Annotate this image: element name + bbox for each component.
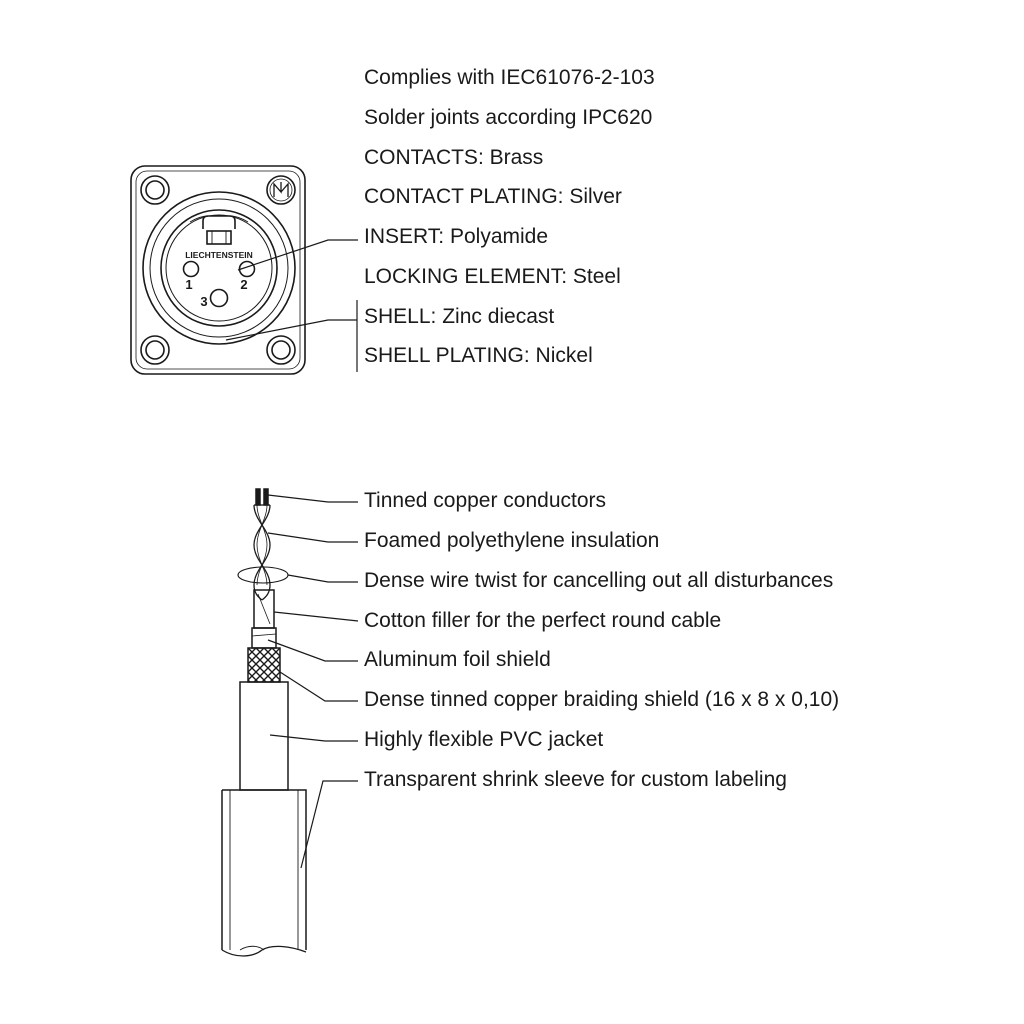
mounting-hole-bottom-left — [141, 336, 169, 364]
spec-shell: SHELL: Zinc diecast — [364, 305, 555, 328]
pin-label-3: 3 — [200, 294, 208, 309]
pin-label-1: 1 — [185, 277, 193, 292]
spec-compliance: Complies with IEC61076-2-103 — [364, 66, 655, 89]
spec-locking-element: LOCKING ELEMENT: Steel — [364, 265, 621, 288]
connector-insert — [161, 210, 277, 326]
shrink-sleeve — [222, 790, 306, 956]
nl-logo-icon — [267, 176, 295, 204]
twist-indicator-loop — [238, 567, 288, 583]
spec-shell-plating: SHELL PLATING: Nickel — [364, 344, 593, 367]
braided-shield — [248, 648, 280, 682]
layer-conductors: Tinned copper conductors — [364, 489, 607, 512]
tinned-copper-conductors — [256, 489, 268, 505]
spec-solder-joints: Solder joints according IPC620 — [364, 106, 653, 129]
mounting-hole-top-left — [141, 176, 169, 204]
layer-shrink-sleeve: Transparent shrink sleeve for custom labeling — [364, 768, 787, 791]
spec-insert: INSERT: Polyamide — [364, 225, 549, 248]
spec-contacts: CONTACTS: Brass — [364, 146, 544, 169]
spec-contact-plating: CONTACT PLATING: Silver — [364, 185, 622, 208]
layer-braiding-shield: Dense tinned copper braiding shield (16 x 8 x 0,10) — [364, 688, 840, 711]
connector-flange — [131, 166, 305, 374]
aluminum-foil-shield — [252, 628, 276, 648]
brand-marking: LIECHTENSTEIN — [185, 250, 253, 260]
layer-wire-twist: Dense wire twist for cancelling out all disturbances — [364, 569, 834, 592]
mounting-hole-bottom-right — [267, 336, 295, 364]
twisted-pair-insulation — [254, 505, 270, 600]
layer-cotton-filler: Cotton filler for the perfect round cable — [364, 609, 722, 632]
layer-insulation: Foamed polyethylene insulation — [364, 529, 660, 552]
cable-cutaway-view — [222, 489, 306, 956]
contact-socket-3 — [211, 290, 228, 307]
layer-pvc-jacket: Highly flexible PVC jacket — [364, 728, 604, 751]
locking-latch — [190, 216, 248, 244]
contact-socket-1 — [184, 262, 199, 277]
xlr-connector-front-view — [131, 166, 305, 374]
layer-foil-shield: Aluminum foil shield — [364, 648, 551, 671]
pin-label-2: 2 — [240, 277, 248, 292]
